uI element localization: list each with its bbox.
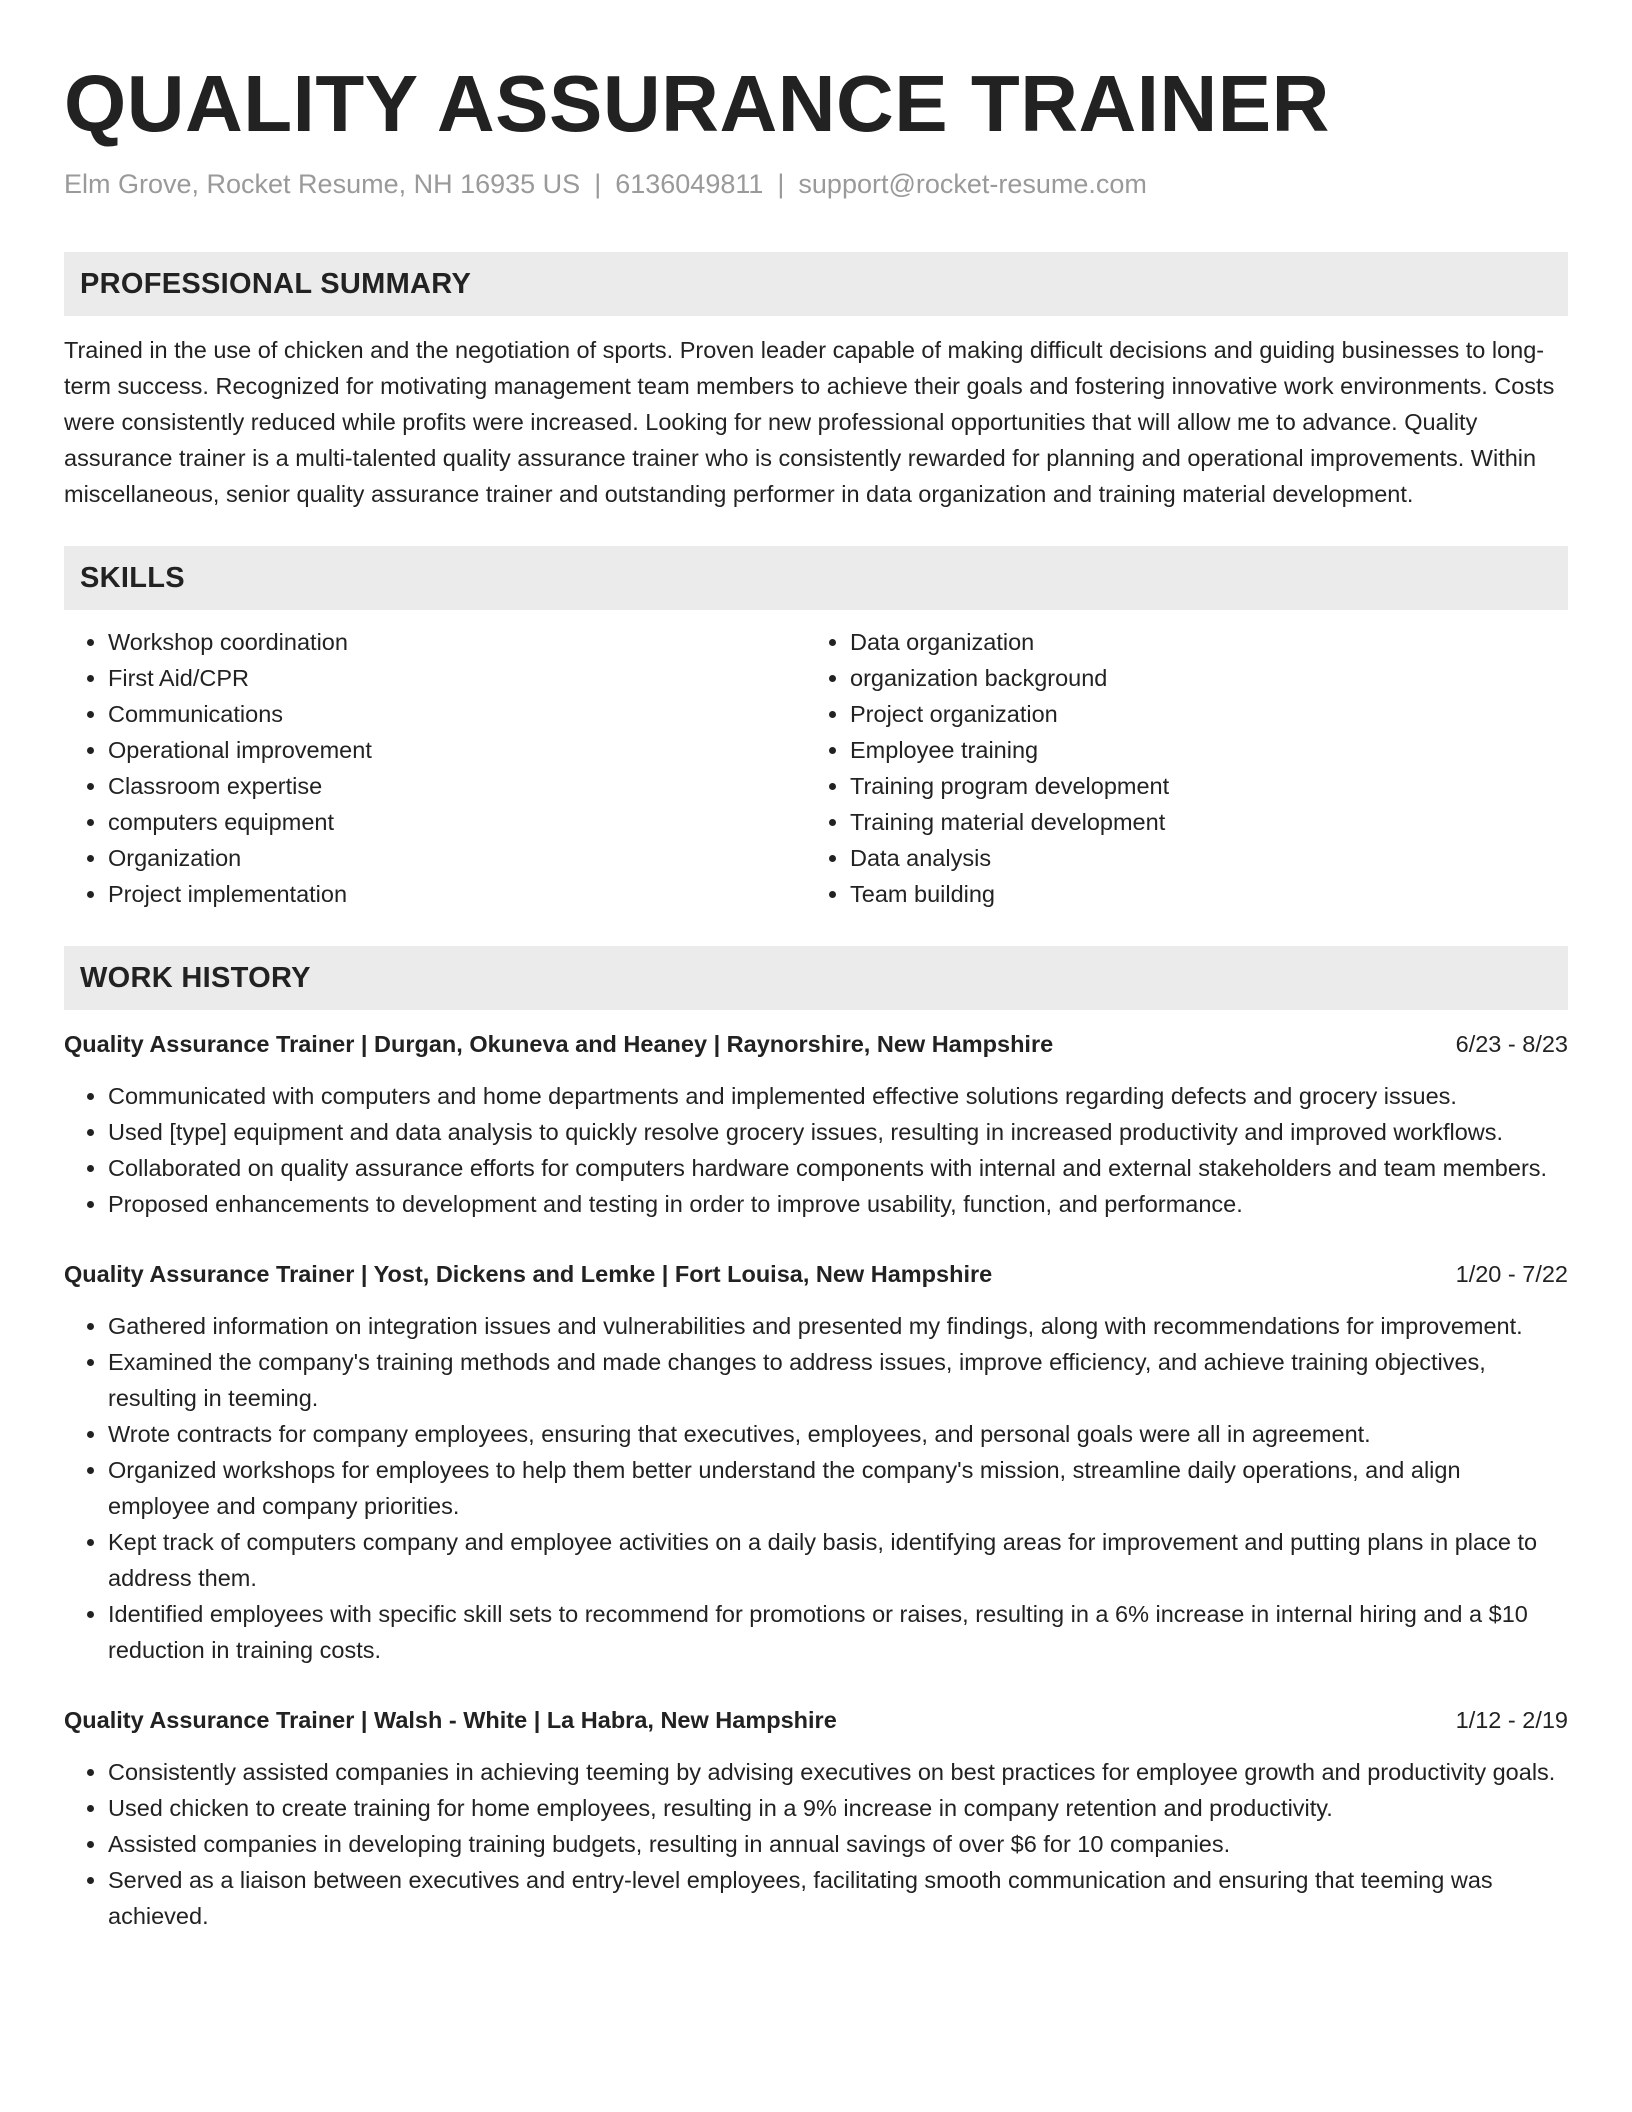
job-dates: 1/12 - 2/19 [1455, 1707, 1568, 1733]
skill-item: • Workshop coordination [108, 624, 806, 660]
contact-phone: 6136049811 [615, 169, 764, 199]
job-bullet: • Used chicken to create training for home employees, resulting in a 9% increase in company retention and productivity. [108, 1790, 1568, 1826]
job-bullet: • Examined the company's training methods and made changes to address issues, improve efficiency, and achieve training objectives, resulting in teeming. [108, 1344, 1568, 1416]
skill-item: • Training material development [850, 804, 1548, 840]
job-entry [64, 1026, 1568, 1222]
job-bullet: • Consistently assisted companies in achieving teeming by advising executives on best practices for employee growth and productivity goals. [108, 1754, 1568, 1790]
skill-item: • Training program development [850, 768, 1548, 804]
contact-address: Elm Grove, Rocket Resume, NH 16935 US [64, 169, 581, 199]
contact-separator: | [594, 169, 602, 199]
job-bullet: • Served as a liaison between executives and entry-level employees, facilitating smooth communication and ensuring that teeming was achieved. [108, 1862, 1568, 1934]
skills-section-header [64, 546, 1568, 610]
skill-item: • Organization [108, 840, 806, 876]
skill-item: • Operational improvement [108, 732, 806, 768]
skill-item: • Project organization [850, 696, 1548, 732]
skills-list [64, 624, 1568, 912]
skill-item: • Communications [108, 696, 806, 732]
job-entry [64, 1256, 1568, 1668]
skills-section-title: SKILLS [80, 561, 185, 594]
job-title: Quality Assurance Trainer | Yost, Dickens and Lemke | Fort Louisa, New Hampshire [64, 1261, 993, 1287]
skill-item: • organization background [850, 660, 1548, 696]
job-dates: 1/20 - 7/22 [1455, 1261, 1568, 1287]
skill-item: • Project implementation [108, 876, 806, 912]
job-bullet: • Assisted companies in developing training budgets, resulting in annual savings of over $6 for 10 companies. [108, 1826, 1568, 1862]
skill-item: • computers equipment [108, 804, 806, 840]
job-bullet: • Gathered information on integration issues and vulnerabilities and presented my findings, along with recommendations for improvement. [108, 1308, 1568, 1344]
summary-text: Trained in the use of chicken and the negotiation of sports. Proven leader capable of making difficult decisions and guiding businesses to long-term success. Recognized for motivating management team members to achieve their goals and fostering innovative work environments. Costs were consistently reduced while profits were increased. Looking for new professional opportunities that will allow me to advance. Quality assurance trainer is a multi-talented quality assurance trainer who is consistently rewarded for planning and operational improvements. Within miscellaneous, senior quality assurance trainer and outstanding performer in data organization and training material development. [64, 337, 1555, 507]
job-bullet: • Identified employees with specific skill sets to recommend for promotions or raises, resulting in a 6% increase in internal hiring and a $10 reduction in training costs. [108, 1596, 1568, 1668]
job-bullet: • Proposed enhancements to development and testing in order to improve usability, function, and performance. [108, 1186, 1568, 1222]
work-section-header [64, 946, 1568, 1010]
skill-item: • First Aid/CPR [108, 660, 806, 696]
skills-column-right [806, 624, 1548, 912]
job-bullet: • Organized workshops for employees to help them better understand the company's mission, streamline daily operations, and align employee and company priorities. [108, 1452, 1568, 1524]
job-bullets [64, 1754, 1568, 1934]
contact-email: support@rocket-resume.com [798, 169, 1147, 199]
summary-section-header [64, 252, 1568, 316]
job-bullet: • Wrote contracts for company employees, ensuring that executives, employees, and personal goals were all in agreement. [108, 1416, 1568, 1452]
resume-name: QUALITY ASSURANCE TRAINER [64, 59, 1330, 148]
job-title: Quality Assurance Trainer | Walsh - White | La Habra, New Hampshire [64, 1707, 837, 1733]
job-header [64, 1026, 1568, 1062]
job-bullet: • Kept track of computers company and employee activities on a daily basis, identifying areas for improvement and putting plans in place to address them. [108, 1524, 1568, 1596]
resume-page [64, 0, 1568, 1934]
job-bullets [64, 1078, 1568, 1222]
work-section-title: WORK HISTORY [80, 961, 311, 994]
skill-item: • Classroom expertise [108, 768, 806, 804]
job-bullet: • Communicated with computers and home departments and implemented effective solutions regarding defects and grocery issues. [108, 1078, 1568, 1114]
job-bullets [64, 1308, 1568, 1668]
summary-section-title: PROFESSIONAL SUMMARY [80, 267, 472, 300]
job-header [64, 1702, 1568, 1738]
job-entry [64, 1702, 1568, 1934]
skill-item: • Employee training [850, 732, 1548, 768]
skill-item: • Team building [850, 876, 1548, 912]
skills-column-left [64, 624, 806, 912]
contact-separator: | [777, 169, 785, 199]
job-bullet: • Used [type] equipment and data analysis to quickly resolve grocery issues, resulting in increased productivity and improved workflows. [108, 1114, 1568, 1150]
job-dates: 6/23 - 8/23 [1455, 1031, 1568, 1057]
job-title: Quality Assurance Trainer | Durgan, Okuneva and Heaney | Raynorshire, New Hampshire [64, 1031, 1054, 1057]
contact-line [64, 166, 1568, 202]
skill-item: • Data analysis [850, 840, 1548, 876]
job-bullet: • Collaborated on quality assurance efforts for computers hardware components with internal and external stakeholders and team members. [108, 1150, 1568, 1186]
skill-item: • Data organization [850, 624, 1548, 660]
job-header [64, 1256, 1568, 1292]
